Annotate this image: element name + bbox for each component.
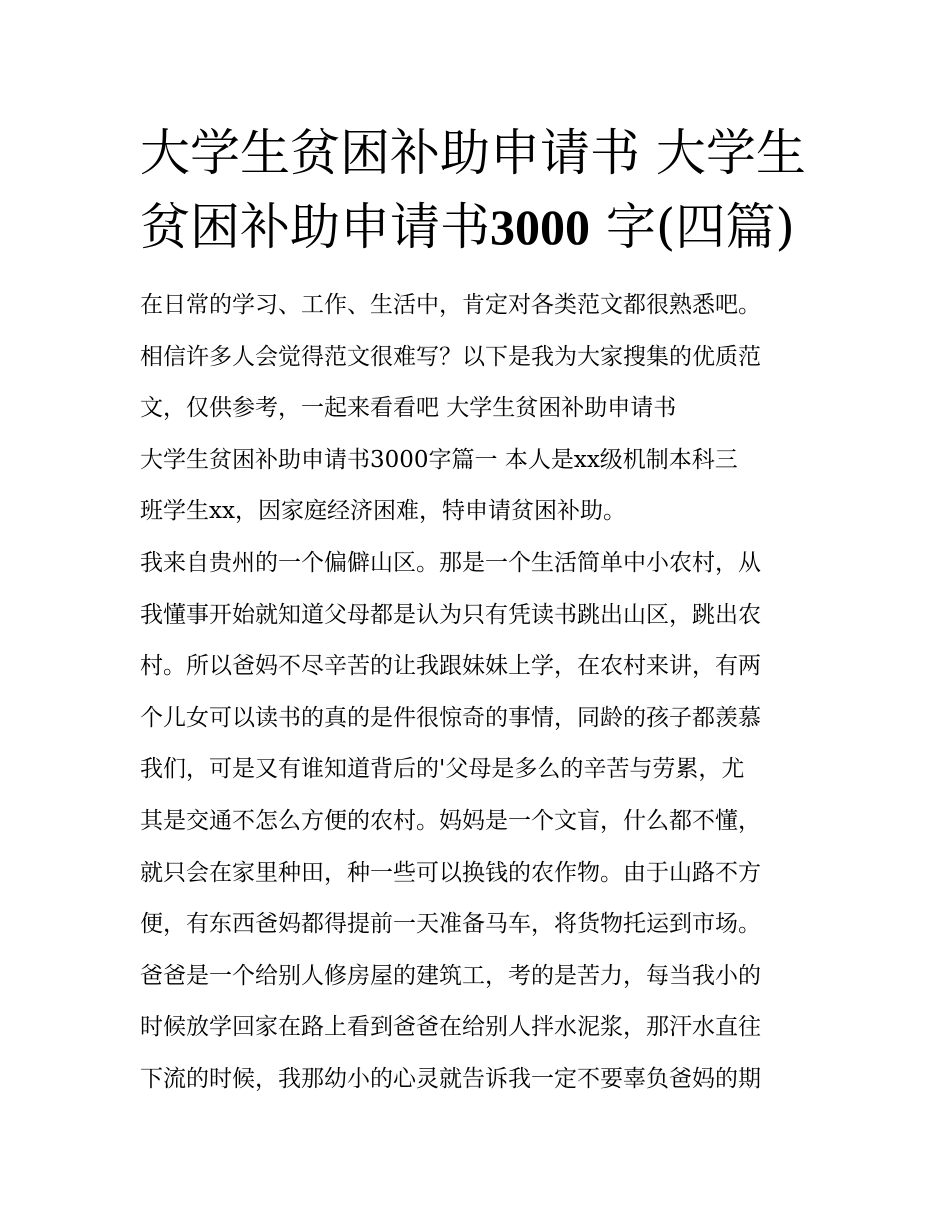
- body-line-12: 就只会在家里种田，种一些可以换钱的农作物。由于山路不方: [140, 859, 761, 886]
- document-title: [140, 116, 820, 264]
- body-line-3: 文，仅供参考，一起来看看吧 大学生贫困补助申请书: [140, 395, 677, 422]
- body-line-10: 我们，可是又有谁知道背后的'父母是多么的辛苦与劳累，尤: [140, 756, 745, 783]
- document-body: [140, 280, 840, 1106]
- body-line-8: 村。所以爸妈不尽辛苦的让我跟妹妹上学，在农村来讲，有两: [140, 653, 761, 680]
- body-line-14: 爸爸是一个给别人修房屋的建筑工，考的是苦力，每当我小的: [140, 962, 761, 989]
- title-line-1: 大学生贫困补助申请书 大学生: [140, 124, 806, 182]
- title-line-2-number: 3000: [490, 199, 590, 255]
- body-line-7: 我懂事开始就知道父母都是认为只有凭读书跳出山区，跳出农: [140, 601, 761, 628]
- body-line-11: 其是交通不怎么方便的农村。妈妈是一个文盲，什么都不懂，: [140, 807, 761, 834]
- body-line-13: 便，有东西爸妈都得提前一天准备马车，将货物托运到市场。: [140, 911, 761, 938]
- body-line-9: 个儿女可以读书的真的是件很惊奇的事情，同龄的孩子都羡慕: [140, 704, 761, 731]
- body-line-6: 我来自贵州的一个偏僻山区。那是一个生活简单中小农村，从: [140, 549, 761, 576]
- body-line-4: 大学生贫困补助申请书3000字篇一 本人是xx级机制本科三: [140, 446, 738, 473]
- body-line-5: 班学生xx，因家庭经济困难，特申请贫困补助。: [140, 498, 626, 525]
- title-line-2-suffix: 字(四篇): [590, 198, 795, 256]
- title-line-2: [140, 190, 820, 264]
- title-line-2-text: 贫困补助申请书: [140, 198, 490, 256]
- body-line-1: 在日常的学习、工作、生活中，肯定对各类范文都很熟悉吧。: [140, 292, 761, 318]
- body-line-16: 下流的时候，我那幼小的心灵就告诉我一定不要辜负爸妈的期: [140, 1065, 761, 1092]
- body-line-15: 时候放学回家在路上看到爸爸在给别人拌水泥浆，那汗水直往: [140, 1014, 761, 1041]
- body-line-2: 相信许多人会觉得范文很难写？以下是我为大家搜集的优质范: [140, 343, 761, 370]
